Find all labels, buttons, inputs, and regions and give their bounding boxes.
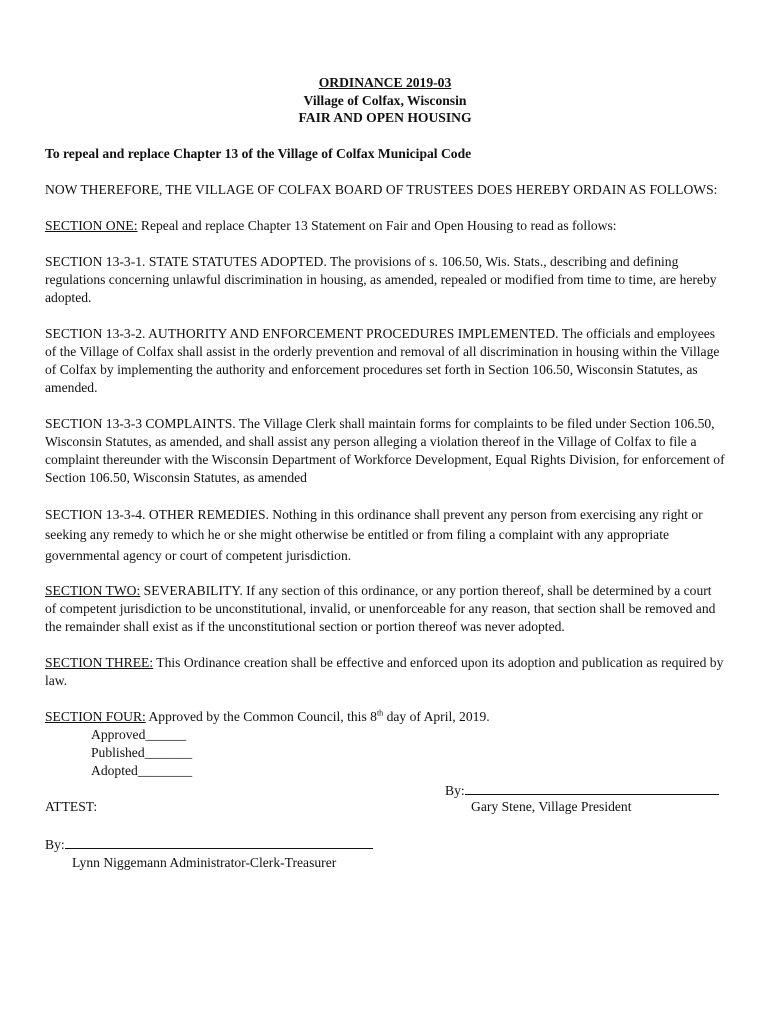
president-signature-line [445,780,719,800]
section-13-3-4: SECTION 13-3-4. OTHER REMEDIES. Nothing in this ordinance shall prevent any person from exercising any right or seeking any remedy to which he or she might otherwise be entitled or from filing a complaint with any appropriate governmental agency or court of competent jurisdiction. [45,506,703,563]
president-name: Gary Stene, Village President [471,799,632,814]
section-three-label: SECTION THREE: [45,655,154,670]
clerk-signature-underline [65,834,373,849]
ordinance-document [45,74,725,872]
president-by-label: By: [445,783,465,798]
section-four-text-after: day of April, 2019. [383,709,490,724]
section-two-label: SECTION TWO: [45,583,141,598]
section-13-3-2: SECTION 13-3-2. AUTHORITY AND ENFORCEMENT PROCEDURES IMPLEMENTED. The officials and employees of the Village of Colfax shall assist in the orderly prevention and removal of all discrimination in housing within the Village of Colfax by implementing the authority and enforcement procedures set forth in Section 106.50, Wisconsin Statutes, as amended. [45,325,720,395]
ordinance-subject: FAIR AND OPEN HOUSING [298,110,472,125]
clerk-signature-block [45,834,725,872]
attest-label: ATTEST: [45,799,98,814]
section-one-text: Repeal and replace Chapter 13 Statement on Fair and Open Housing to read as follows: [137,217,617,233]
section-three [45,654,725,690]
approved-line: Approved______ [91,727,187,742]
president-signature-underline [465,780,719,795]
status-lines [45,726,725,780]
document-header [45,74,725,127]
clerk-signature-line [45,834,725,854]
ordinance-purpose: To repeal and replace Chapter 13 of the Village of Colfax Municipal Code [45,145,472,161]
section-two [45,582,725,636]
adopted-line: Adopted________ [91,763,193,778]
section-one-label: SECTION ONE: [45,217,138,233]
ordinance-number: ORDINANCE 2019-03 [318,75,452,90]
section-three-text: This Ordinance creation shall be effective and enforced upon its adoption and publication as required by law. [45,655,724,688]
preamble: NOW THEREFORE, THE VILLAGE OF COLFAX BOARD OF TRUSTEES DOES HEREBY ORDAIN AS FOLLOWS: [45,181,718,197]
president-signature-block [45,780,725,816]
section-two-text: SEVERABILITY. If any section of this ordinance, or any portion thereof, shall be determined by a court of competent jurisdiction to be unconstitutional, invalid, or unenforceable for any reason, that section shall be removed and the remainder shall exist as if the unconstitutional section or portion thereof was never adopted. [45,583,716,634]
village-name: Village of Colfax, Wisconsin [303,92,467,108]
clerk-name: Lynn Niggemann Administrator-Clerk-Treasurer [72,855,337,870]
section-one [45,217,725,235]
section-four [45,708,725,726]
published-line: Published_______ [91,745,193,760]
clerk-by-label: By: [45,837,65,852]
section-13-3-1: SECTION 13-3-1. STATE STATUTES ADOPTED. The provisions of s. 106.50, Wis. Stats., describing and defining regulations concerning unlawful discrimination in housing, as amended, repealed or modified from time to time, are hereby adopted. [45,253,717,305]
section-four-text-before: Approved by the Common Council, this 8 [145,709,377,724]
section-13-3-3: SECTION 13-3-3 COMPLAINTS. The Village Clerk shall maintain forms for complaints to be filed under Section 106.50, Wisconsin Statutes, as amended, and shall assist any person alleging a violation thereof in the Village of Colfax to file a complaint thereunder with the Wisconsin Department of Workforce Development, Equal Rights Division, for enforcement of Section 106.50, Wisconsin Statutes, as amended [45,415,725,485]
section-four-label: SECTION FOUR: [45,709,146,724]
section-four-superscript: th [376,708,384,718]
